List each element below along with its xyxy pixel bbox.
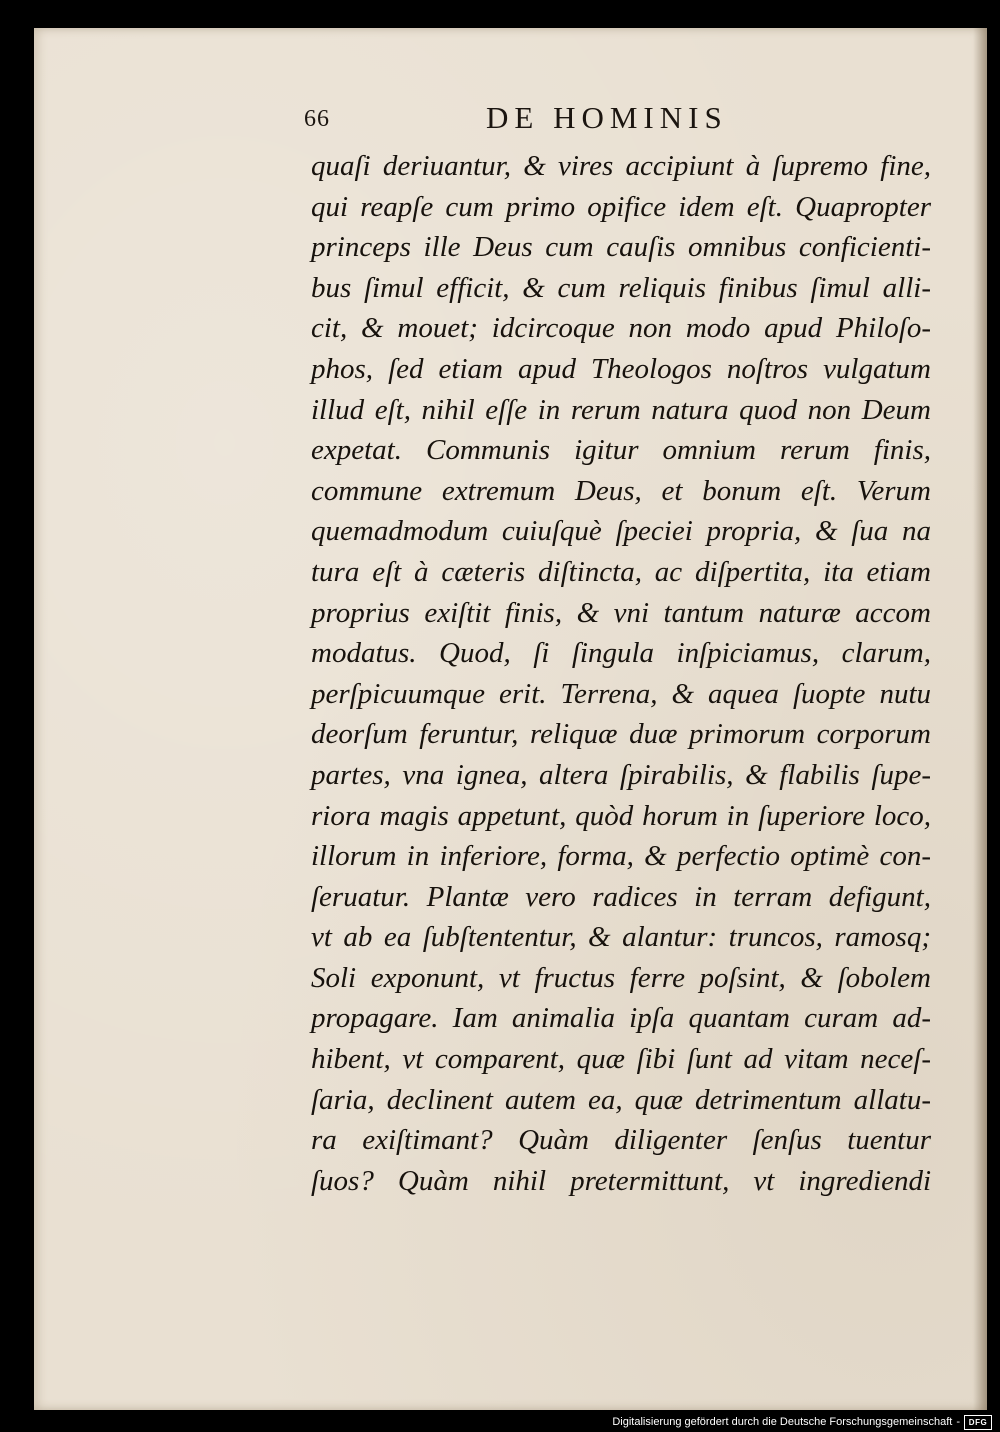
text-line: ſaria, declinent autem ea, quæ detrimentum allatu- <box>311 1083 931 1116</box>
page-edge-shadow <box>973 28 987 1410</box>
text-line: illud eſt, nihil eſſe in rerum natura quod non Deum <box>311 393 931 426</box>
text-line: qui reapſe cum primo opifice idem eſt. Quapropter <box>311 190 931 223</box>
text-line: propagare. Iam animalia ipſa quantam curam ad- <box>311 1002 931 1035</box>
text-line: ſeruatur. Plantæ vero radices in terram defigunt, <box>311 880 931 913</box>
text-line: ſuos? Quàm nihil pretermittunt, vt ingrediendi <box>311 1164 931 1197</box>
text-line: commune extremum Deus, et bonum eſt. Verum <box>311 474 931 507</box>
text-line: riora magis appetunt, quòd horum in ſuperiore loco, <box>311 799 931 832</box>
text-line: modatus. Quod, ſi ſingula inſpiciamus, clarum, <box>311 637 931 670</box>
text-line: illorum in inferiore, forma, & perfectio optimè con- <box>311 840 931 873</box>
text-line: princeps ille Deus cum cauſis omnibus conficienti- <box>311 231 931 264</box>
text-line: quaſi deriuantur, & vires accipiunt à ſupremo fine, <box>311 150 931 182</box>
text-line: deorſum feruntur, reliquæ duæ primorum corporum <box>311 718 931 751</box>
text-line: partes, vna ignea, altera ſpirabilis, & flabilis ſupe- <box>311 758 931 791</box>
page-number: 66 <box>304 106 330 132</box>
text-line: perſpicuumque erit. Terrena, & aquea ſuopte nutu <box>311 677 931 710</box>
text-line: ra exiſtimant? Quàm diligenter ſenſus tuentur <box>311 1124 931 1157</box>
text-line: quemadmodum cuiuſquè ſpeciei propria, & ſua na <box>311 515 931 548</box>
text-line: proprius exiſtit finis, & vni tantum naturæ accom <box>311 596 931 629</box>
text-line: bus ſimul efficit, & cum reliquis finibus ſimul alli- <box>311 271 931 304</box>
book-page <box>34 28 987 1410</box>
text-line: Soli exponunt, vt fructus ferre poſsint, & ſobolem <box>311 961 931 994</box>
body-text <box>311 146 931 1201</box>
text-line: vt ab ea ſubſtententur, & alantur: truncos, ramosq; <box>311 921 931 954</box>
text-line: expetat. Communis igitur omnium rerum finis, <box>311 434 931 467</box>
footer-separator: - <box>956 1416 960 1428</box>
text-line: tura eſt à cæteris diſtincta, ac diſpertita, ita etiam <box>311 555 931 588</box>
funding-credit: Digitalisierung gefördert durch die Deutsche Forschungsgemeinschaft <box>612 1416 953 1428</box>
running-head: DE HOMINIS <box>486 100 728 135</box>
page-header <box>34 100 987 140</box>
digitization-footer <box>612 1414 992 1430</box>
text-line: phos, ſed etiam apud Theologos noſtros vulgatum <box>311 352 931 385</box>
text-line: cit, & mouet; idcircoque non modo apud Philoſo- <box>311 312 931 345</box>
dfg-logo-icon: DFG <box>964 1415 992 1430</box>
text-line: hibent, vt comparent, quæ ſibi ſunt ad vitam neceſ- <box>311 1043 931 1076</box>
